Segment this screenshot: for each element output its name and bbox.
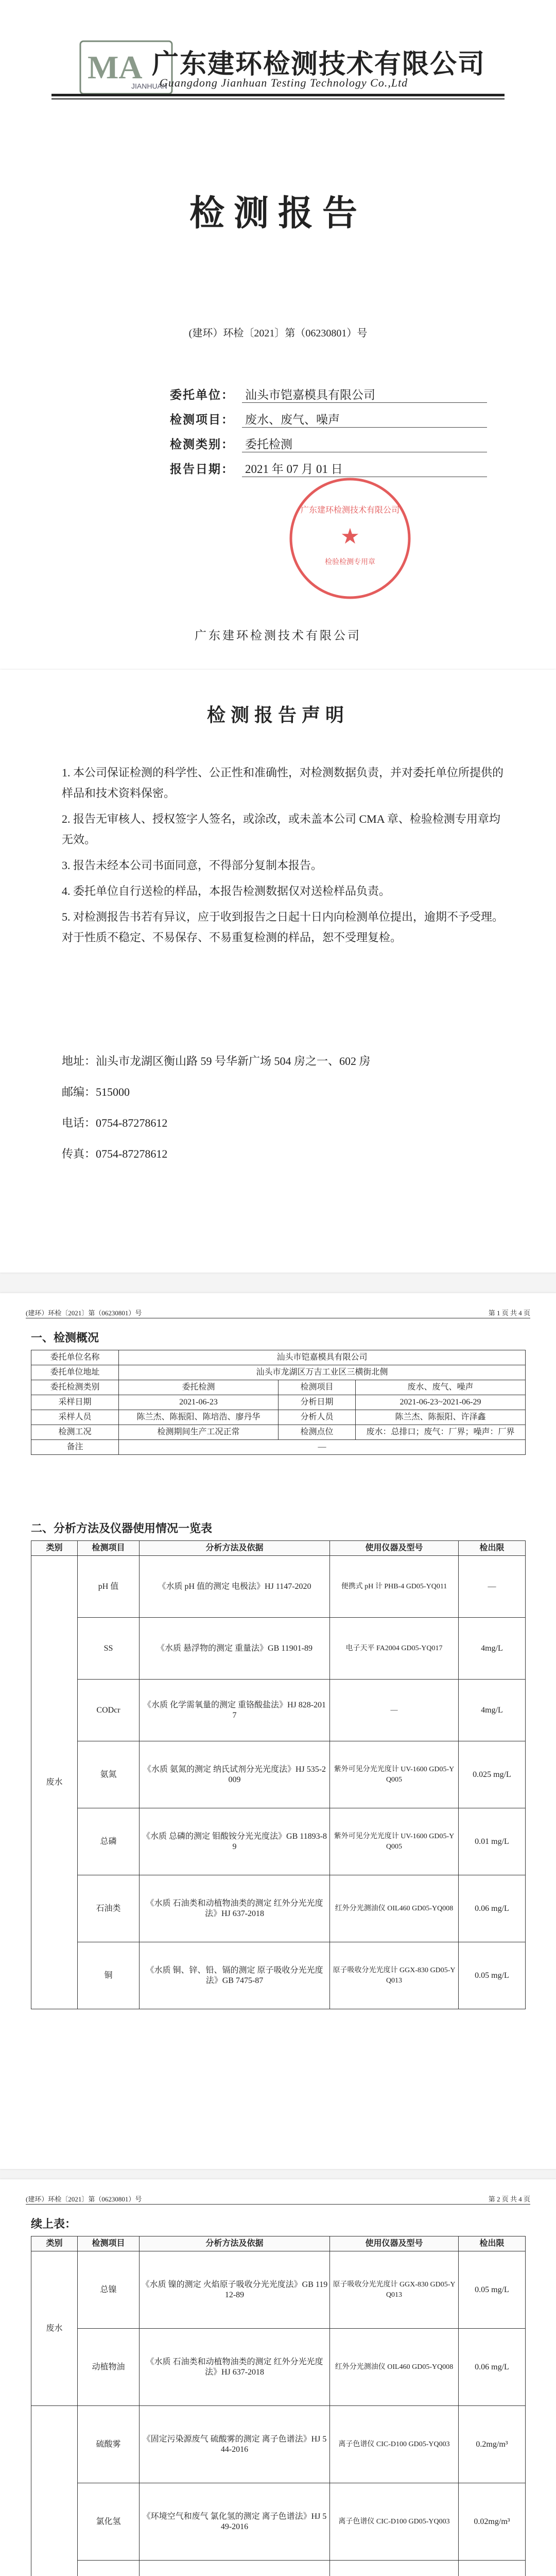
date-value: 2021 年 07 月 01 日 — [242, 460, 487, 477]
column-header: 检出限 — [459, 1541, 526, 1556]
svg-text:JIANHUAN: JIANHUAN — [131, 82, 168, 90]
table-cell: 原子吸收分光光度计 GGX-830 GD05-YQ013 — [330, 1942, 459, 2009]
page-header-number: (建环）环检〔2021〕第（06230801）号 — [26, 2195, 142, 2203]
table-cell: 汕头市铠嘉模具有限公司 — [119, 1350, 526, 1365]
table-row — [31, 1380, 526, 1395]
report-title: 检测报告 — [189, 194, 367, 233]
table-cell: 检测项目 — [279, 1380, 356, 1395]
table-cell: 便携式 pH 计 PHB-4 GD05-YQ011 — [330, 1556, 459, 1618]
methods-table-continued — [31, 2236, 526, 2576]
table-cell: 氨氮 — [78, 1741, 140, 1808]
category-field — [170, 435, 487, 452]
svg-text:★: ★ — [340, 525, 360, 549]
items-value: 废水、废气、噪声 — [242, 410, 487, 428]
table-cell: 离子色谱仪 CIC-D100 GD05-YQ003 — [330, 2483, 459, 2561]
table-cell: 《水质 化学需氧量的测定 重铬酸盐法》HJ 828-2017 — [140, 1680, 330, 1741]
svg-text:MA: MA — [88, 49, 143, 86]
table-cell: pH 值 — [78, 1556, 140, 1618]
table-cell: 委托检测 — [119, 1380, 279, 1395]
client-value: 汕头市铠嘉模具有限公司 — [242, 385, 487, 403]
company-name-en: Guangdong Jianhuan Testing Technology Co.,Ltd — [160, 76, 408, 89]
table-cell: 原子吸收分光光度计 GGX-830 GD05-YQ013 — [330, 2251, 459, 2329]
table-row — [31, 1410, 526, 1425]
table-row — [31, 2329, 526, 2406]
table-cell: 红外分光测油仪 OIL460 GD05-YQ008 — [330, 2329, 459, 2406]
column-header: 使用仪器及型号 — [330, 1541, 459, 1556]
contact-phone — [62, 1113, 167, 1133]
company-name-cn: 广东建环检测技术有限公司 — [152, 50, 486, 79]
date-label: 报告日期： — [170, 463, 234, 476]
cover-page — [0, 0, 556, 670]
table-row — [31, 1618, 526, 1680]
table-cell: 陈兰杰、陈振阳、陈培浩、廖丹华 — [119, 1410, 279, 1425]
table-cell: 0.06 mg/L — [459, 2329, 526, 2406]
table-row — [31, 2251, 526, 2329]
section-methods-title: 二、分析方法及仪器使用情况一览表 — [31, 1522, 213, 1535]
table-cell: 总磷 — [78, 1808, 140, 1875]
table-cell: — — [459, 1556, 526, 1618]
table-cell — [330, 2561, 459, 2576]
category-label: 检测类别： — [170, 438, 234, 451]
table-cell: 2021-06-23~2021-06-29 — [356, 1395, 526, 1410]
overview-table — [31, 1350, 526, 1455]
cover-footer-company: 广东建环检测技术有限公司 — [195, 629, 361, 642]
svg-text:广东建环检测技术有限公司: 广东建环检测技术有限公司 — [300, 506, 400, 515]
table-cell: 备注 — [31, 1440, 119, 1455]
table-row — [31, 2561, 526, 2576]
table-row — [31, 1425, 526, 1440]
table-cell: 废水、废气、噪声 — [356, 1380, 526, 1395]
table-row — [31, 2406, 526, 2483]
table-row — [31, 1556, 526, 1618]
table-row — [31, 1350, 526, 1365]
table-cell: 分析日期 — [279, 1395, 356, 1410]
column-header: 使用仪器及型号 — [330, 2236, 459, 2251]
table-cell: 离子色谱仪 CIC-D100 GD05-YQ003 — [330, 2406, 459, 2483]
table-cell — [459, 2561, 526, 2576]
table-cell — [78, 2561, 140, 2576]
table-cell: 委托检测类别 — [31, 1380, 119, 1395]
column-header: 检出限 — [459, 2236, 526, 2251]
statement-title: 检测报告声明 — [206, 705, 349, 725]
table-cell: — — [119, 1440, 526, 1455]
table-row — [31, 1440, 526, 1455]
statement-item: 5. 对检测报告书若有异议，应于收到报告之日起十日内向检测单位提出，逾期不予受理。对于性质不稳定、不易保存、不易重复检测的样品，恕不受理复检。 — [62, 910, 504, 944]
table-cell: 氯化氢 — [78, 2483, 140, 2561]
table-cell — [31, 2406, 78, 2576]
table-cell: 红外分光测油仪 OIL460 GD05-YQ008 — [330, 1875, 459, 1942]
address-value: 汕头市龙湖区衡山路 59 号华新广场 504 房之一、602 房 — [96, 1055, 371, 1067]
statement-item: 2. 报告无审核人、授权签字人签名，或涂改，或未盖本公司 CMA 章、检验检测专用章均无效。 — [62, 812, 500, 846]
items-field — [170, 410, 487, 428]
methods-table — [31, 1540, 526, 2009]
table-cell: 废水 — [31, 1556, 78, 2009]
table-cell: 《环境空气和废气 氯化氢的测定 离子色谱法》HJ 549-2016 — [140, 2483, 330, 2561]
table-cell: 2021-06-23 — [119, 1395, 279, 1410]
phone-label: 电话： — [62, 1116, 96, 1129]
table-row — [31, 1808, 526, 1875]
statement-page — [0, 670, 556, 1273]
page-indicator: 第 1 页 共 4 页 — [488, 1309, 530, 1317]
table-cell: 《水质 悬浮物的测定 重量法》GB 11901-89 — [140, 1618, 330, 1680]
table-cell: 废水 — [31, 2251, 78, 2406]
table-cell: 采样人员 — [31, 1410, 119, 1425]
table-cell: 4mg/L — [459, 1680, 526, 1741]
postcode-label: 邮编： — [62, 1086, 96, 1098]
table-row — [31, 1875, 526, 1942]
client-label: 委托单位： — [170, 388, 234, 401]
table-row — [31, 1942, 526, 2009]
statement-item: 1. 本公司保证检测的科学性、公正性和准确性，对检测数据负责，并对委托单位所提供的样品和技术资料保密。 — [62, 766, 504, 800]
table-cell: 动植物油 — [78, 2329, 140, 2406]
header-rule — [51, 94, 505, 96]
table-cell — [140, 2561, 330, 2576]
table-cell: 紫外可见分光光度计 UV-1600 GD05-YQ005 — [330, 1741, 459, 1808]
table-cell: 硫酸雾 — [78, 2406, 140, 2483]
contact-fax — [62, 1144, 167, 1164]
table-cell: — — [330, 1680, 459, 1741]
table-cell: 总镍 — [78, 2251, 140, 2329]
contact-address — [62, 1051, 371, 1072]
table-cell: 《水质 氨氮的测定 纳氏试剂分光光度法》HJ 535-2009 — [140, 1741, 330, 1808]
table-cell: 陈兰杰、陈振阳、许泽鑫 — [356, 1410, 526, 1425]
table-cell: 委托单位名称 — [31, 1350, 119, 1365]
table-cell: 《水质 铜、锌、铅、镉的测定 原子吸收分光光度法》GB 7475-87 — [140, 1942, 330, 2009]
page-header-number: (建环）环检〔2021〕第（06230801）号 — [26, 1309, 142, 1317]
column-header: 分析方法及依据 — [140, 1541, 330, 1556]
table-cell: 《水质 石油类和动植物油类的测定 红外分光光度法》HJ 637-2018 — [140, 1875, 330, 1942]
table-cell: 电子天平 FA2004 GD05-YQ017 — [330, 1618, 459, 1680]
table-cell: CODcr — [78, 1680, 140, 1741]
svg-text:检验检测专用章: 检验检测专用章 — [325, 557, 375, 566]
contact-postcode — [62, 1082, 130, 1103]
statement-item: 4. 委托单位自行送检的样品，本报告检测数据仅对送检样品负责。 — [62, 885, 391, 897]
company-seal — [286, 474, 414, 603]
column-header: 类别 — [31, 2236, 78, 2251]
table-cell: 4mg/L — [459, 1618, 526, 1680]
table-cell: 铜 — [78, 1942, 140, 2009]
column-header: 分析方法及依据 — [140, 2236, 330, 2251]
table-header-row — [31, 1541, 526, 1556]
page-header-rule — [26, 2204, 530, 2205]
continued-label: 续上表： — [31, 2217, 77, 2230]
section-overview-title: 一、检测概况 — [31, 1331, 99, 1344]
table-row — [31, 1741, 526, 1808]
table-cell: 0.05 mg/L — [459, 2251, 526, 2329]
page-indicator: 第 2 页 共 4 页 — [488, 2195, 530, 2203]
table-cell: 0.2mg/m³ — [459, 2406, 526, 2483]
table-cell: 《水质 石油类和动植物油类的测定 红外分光光度法》HJ 637-2018 — [140, 2329, 330, 2406]
table-cell: 汕头市龙湖区万吉工业区三横街北侧 — [119, 1365, 526, 1380]
table-cell: 检测工况 — [31, 1425, 119, 1440]
table-cell: SS — [78, 1618, 140, 1680]
table-cell: 委托单位地址 — [31, 1365, 119, 1380]
table-cell: 分析人员 — [279, 1410, 356, 1425]
report-page-2 — [0, 2179, 556, 2576]
address-label: 地址： — [62, 1055, 96, 1067]
table-cell: 《水质 总磷的测定 钼酸铵分光光度法》GB 11893-89 — [140, 1808, 330, 1875]
table-cell: 0.025 mg/L — [459, 1741, 526, 1808]
phone-value: 0754-87278612 — [96, 1116, 168, 1129]
table-cell: 《固定污染源废气 硫酸雾的测定 离子色谱法》HJ 544-2016 — [140, 2406, 330, 2483]
table-cell: 0.05 mg/L — [459, 1942, 526, 2009]
table-cell: 紫外可见分光光度计 UV-1600 GD05-YQ005 — [330, 1808, 459, 1875]
table-cell: 废水：总排口；废气：厂界；噪声：厂界 — [356, 1425, 526, 1440]
table-cell: 0.02mg/m³ — [459, 2483, 526, 2561]
table-cell: 采样日期 — [31, 1395, 119, 1410]
table-cell: 《水质 镍的测定 火焰原子吸收分光光度法》GB 11912-89 — [140, 2251, 330, 2329]
table-header-row — [31, 2236, 526, 2251]
table-cell: 检测期间生产工况正常 — [119, 1425, 279, 1440]
table-cell: 检测点位 — [279, 1425, 356, 1440]
statement-item: 3. 报告未经本公司书面同意，不得部分复制本报告。 — [62, 859, 323, 872]
table-row — [31, 1680, 526, 1741]
header-rule-thin — [51, 98, 505, 99]
table-cell: 0.06 mg/L — [459, 1875, 526, 1942]
table-cell: 《水质 pH 值的测定 电极法》HJ 1147-2020 — [140, 1556, 330, 1618]
report-page-1 — [0, 1293, 556, 2169]
fax-label: 传真： — [62, 1147, 96, 1160]
client-field — [170, 385, 487, 403]
items-label: 检测项目： — [170, 413, 234, 426]
table-row — [31, 1365, 526, 1380]
category-value: 委托检测 — [242, 435, 487, 452]
table-cell: 石油类 — [78, 1875, 140, 1942]
table-row — [31, 1395, 526, 1410]
report-number: (建环）环检〔2021〕第（06230801）号 — [188, 328, 368, 339]
column-header: 类别 — [31, 1541, 78, 1556]
column-header: 检测项目 — [78, 1541, 140, 1556]
postcode-value: 515000 — [96, 1086, 130, 1098]
column-header: 检测项目 — [78, 2236, 140, 2251]
table-cell: 0.01 mg/L — [459, 1808, 526, 1875]
fax-value: 0754-87278612 — [96, 1147, 168, 1160]
table-row — [31, 2483, 526, 2561]
